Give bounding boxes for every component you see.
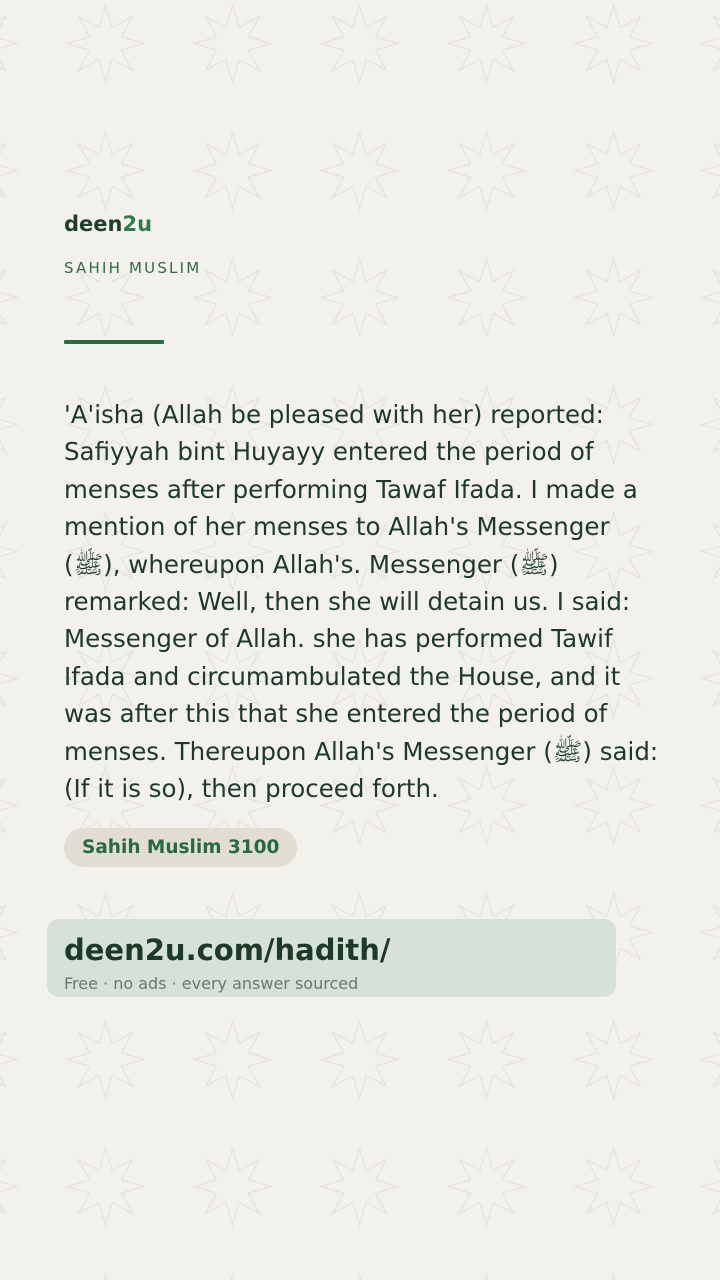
hadith-text: 'A'isha (Allah be pleased with her) reported: Safiyyah bint Huyayy entered the period of menses after performing Tawaf Ifada. I made a mention of her menses to Allah's Messenger (ﷺ), whereupon Allah's. Messenger (ﷺ) remarked: Well, then she will detain us. I said: Messenger of Allah. she has performed Tawif Ifada and circumambulated the House, and it was after this that she entered the period of menses. Thereupon Allah's Messenger (ﷺ) said: (If it is so), then proceed forth. <box>64 400 659 804</box>
link-card[interactable] <box>47 919 616 997</box>
brand-name-accent: 2u <box>122 212 153 236</box>
divider <box>64 340 164 344</box>
link-tagline: Free · no ads · every answer sourced <box>64 974 359 993</box>
brand-logo <box>64 212 152 236</box>
link-url[interactable]: deen2u.com/hadith/ <box>64 933 391 967</box>
collection-label: SAHIH MUSLIM <box>64 259 202 277</box>
hadith-reference-badge: Sahih Muslim 3100 <box>64 828 297 867</box>
brand-name: deen <box>64 212 123 236</box>
